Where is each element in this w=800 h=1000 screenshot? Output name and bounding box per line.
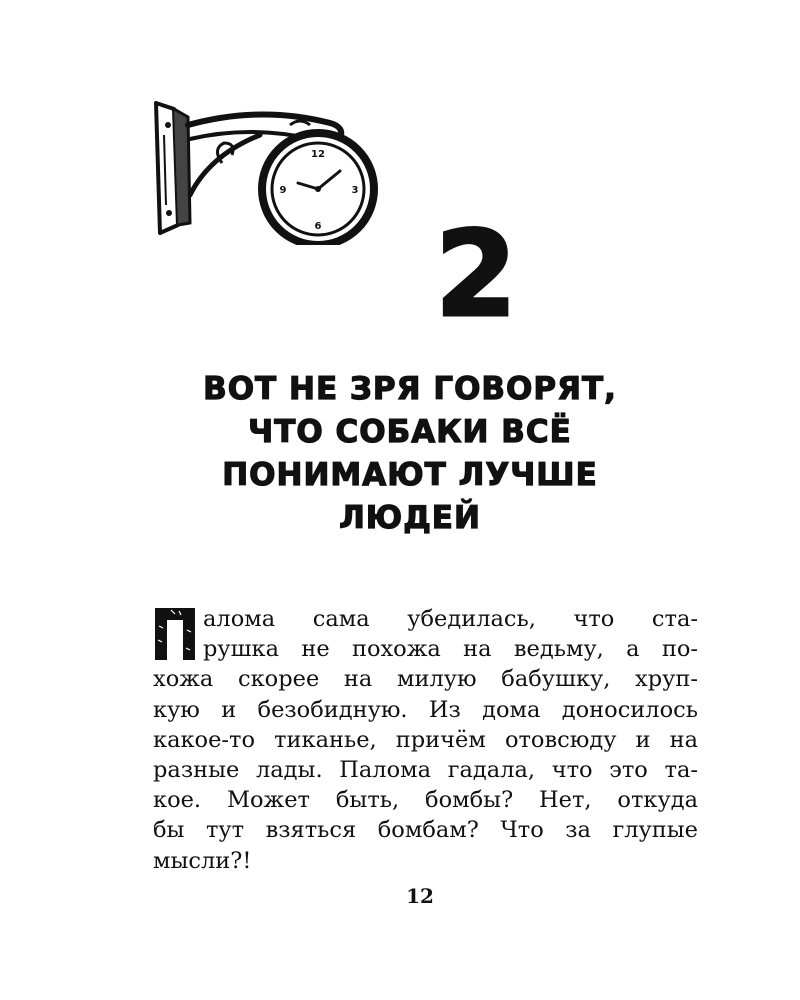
svg-text:3: 3 xyxy=(351,185,359,196)
body-line: бы тут взяться бомбам? Что за глупые xyxy=(153,817,698,844)
body-line: кое. Может быть, бомбы? Нет, откуда xyxy=(153,787,698,814)
body-line: рушка не похожа на ведьму, а по- xyxy=(203,636,698,663)
body-paragraph xyxy=(153,604,698,876)
svg-text:9: 9 xyxy=(279,185,287,196)
body-line: кую и безобидную. Из дома доносилось xyxy=(153,696,698,723)
chapter-title-line: ВОТ НЕ ЗРЯ ГОВОРЯТ, xyxy=(203,371,617,407)
chapter-title xyxy=(150,368,670,540)
svg-text:6: 6 xyxy=(314,221,322,232)
page-number: 12 xyxy=(406,884,434,908)
body-line: какое-то тиканье, причём отовсюду и на xyxy=(153,726,698,753)
hanging-wall-clock-icon xyxy=(140,95,400,245)
chapter-title-line: ЛЮДЕЙ xyxy=(339,500,481,536)
body-line: разные лады. Палома гадала, что это та- xyxy=(153,757,698,784)
chapter-title-line: ЧТО СОБАКИ ВСЁ xyxy=(248,414,572,450)
body-line: мысли?! xyxy=(153,847,252,874)
chapter-title-line: ПОНИМАЮТ ЛУЧШЕ xyxy=(222,457,598,493)
svg-text:12: 12 xyxy=(311,149,325,160)
body-line: алома сама убедилась, что ста- xyxy=(203,606,698,632)
body-line: хожа скорее на милую бабушку, хруп- xyxy=(153,666,698,693)
chapter-number: 2 xyxy=(434,205,516,343)
